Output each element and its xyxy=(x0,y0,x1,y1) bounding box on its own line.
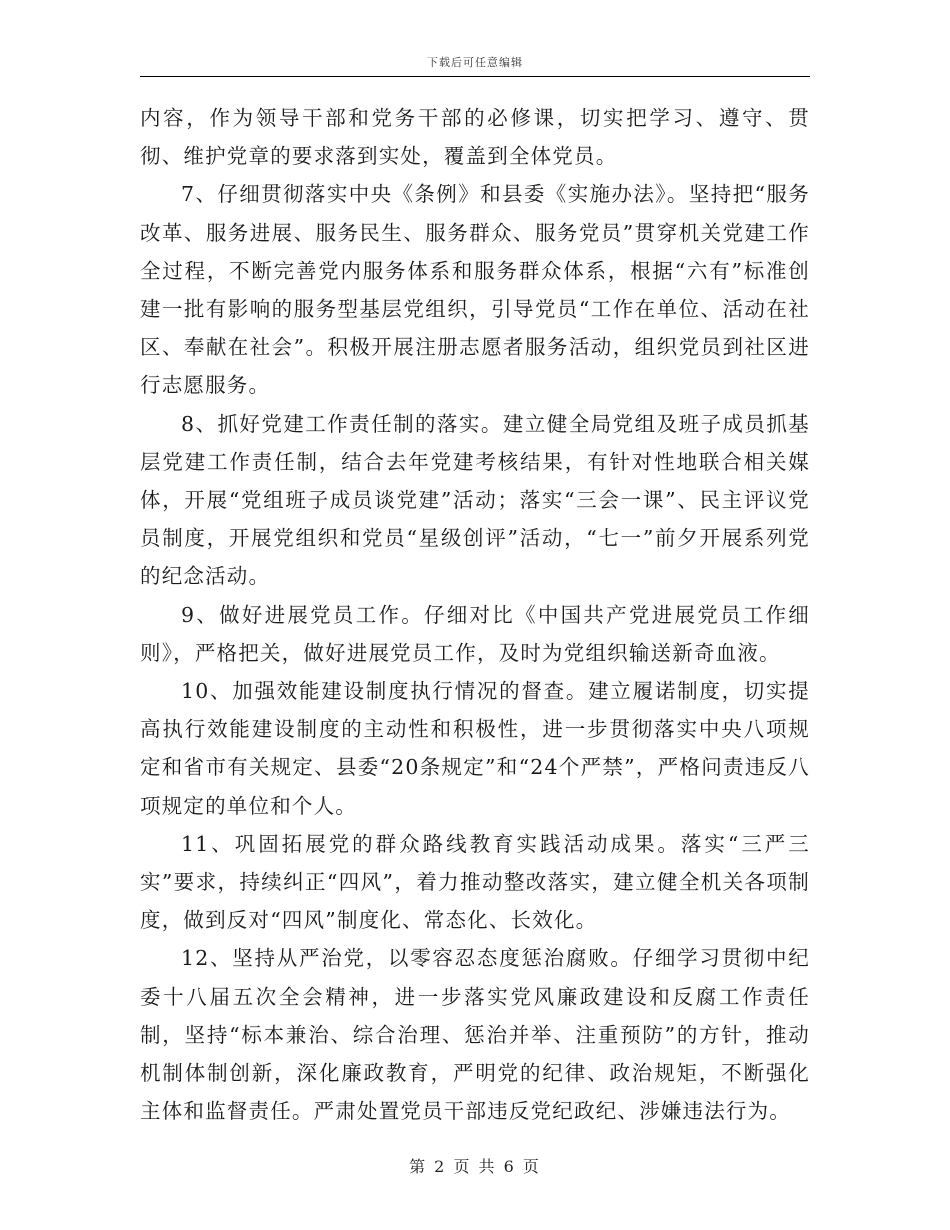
header-divider xyxy=(140,76,810,77)
document-body xyxy=(140,99,810,1130)
paragraph-item-11: 11、巩固拓展党的群众路线教育实践活动成果。落实“三严三实”要求，持续纠正“四风”，着力推动整改落实，建立健全机关各项制度，做到反对“四风”制度化、常态化、长效化。 xyxy=(140,831,810,933)
paragraph-item-7: 7、仔细贯彻落实中央《条例》和县委《实施办法》。坚持把“服务改革、服务进展、服务民生、服务群众、服务党员”贯穿机关党建工作全过程，不断完善党内服务体系和服务群众体系，根据“六有”标准创建一批有影响的服务型基层党组织，引导党员“工作在单位、活动在社区、奉献在社会”。积极开展注册志愿者服务活动，组织党员到社区进行志愿服务。 xyxy=(140,182,810,398)
paragraph-continued: 内容，作为领导干部和党务干部的必修课，切实把学习、遵守、贯彻、维护党章的要求落到实处，覆盖到全体党员。 xyxy=(140,106,810,169)
paragraph-item-10: 10、加强效能建设制度执行情况的督查。建立履诺制度，切实提高执行效能建设制度的主动性和积极性，进一步贯彻落实中央八项规定和省市有关规定、县委“20条规定”和“24个严禁”，严格问责违反八项规定的单位和个人。 xyxy=(140,679,810,818)
paragraph-item-9: 9、做好进展党员工作。仔细对比《中国共产党进展党员工作细则》，严格把关，做好进展党员工作，及时为党组织输送新奇血液。 xyxy=(140,602,810,665)
page-header: 下载后可任意编辑 xyxy=(427,56,523,69)
page-number: 第 2 页 共 6 页 xyxy=(409,1157,541,1176)
paragraph-item-12: 12、坚持从严治党，以零容忍态度惩治腐败。仔细学习贯彻中纪委十八届五次全会精神，进一步落实党风廉政建设和反腐工作责任制，坚持“标本兼治、综合治理、惩治并举、注重预防”的方针，推动机制体制创新，深化廉政教育，严明党的纪律、政治规矩，不断强化主体和监督责任。严肃处置党员干部违反党纪政纪、涉嫌违法行为。 xyxy=(140,946,810,1124)
paragraph-item-8: 8、抓好党建工作责任制的落实。建立健全局党组及班子成员抓基层党建工作责任制，结合去年党建考核结果，有针对性地联合相关媒体，开展“党组班子成员谈党建”活动；落实“三会一课”、民主评议党员制度，开展党组织和党员“星级创评”活动，“七一”前夕开展系列党的纪念活动。 xyxy=(140,411,810,589)
